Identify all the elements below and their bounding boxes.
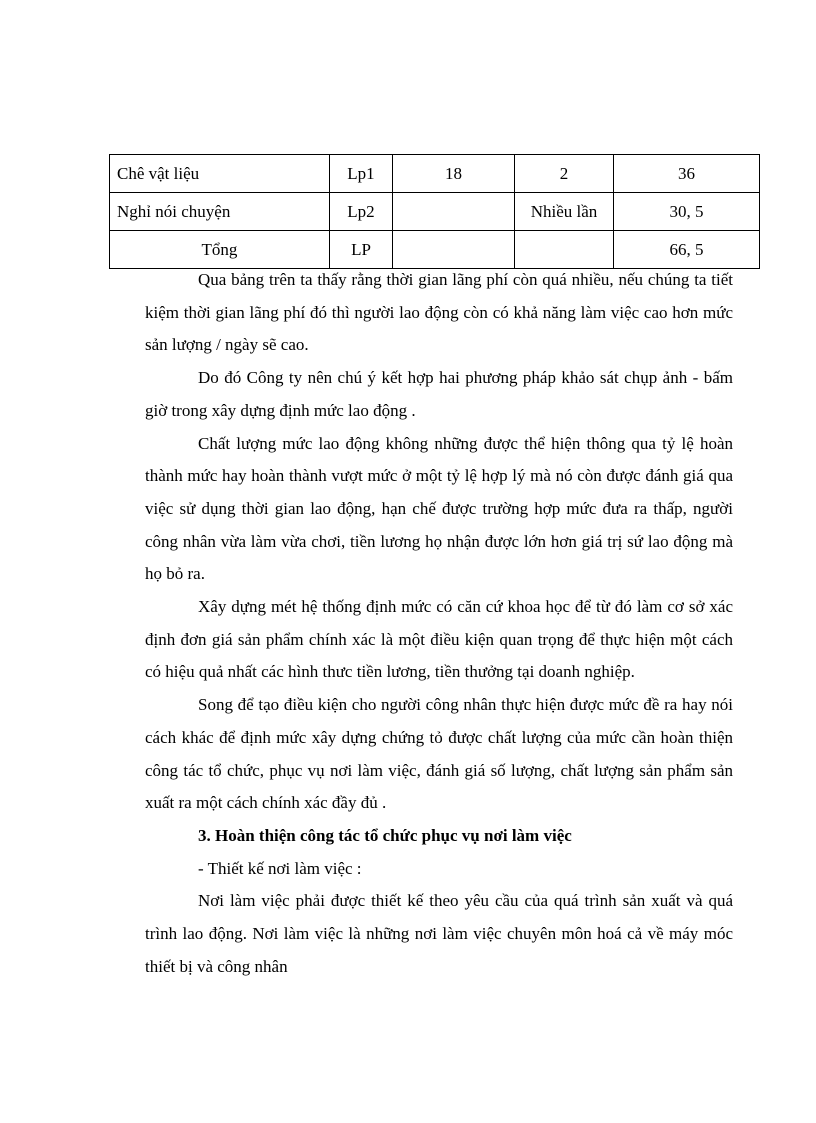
paragraph: Qua bảng trên ta thấy rằng thời gian lãng phí còn quá nhiều, nếu chúng ta tiết kiệm thời gian lãng phí đó thì người lao động còn có khả năng làm việc cao hơn mức sản lượng / ngày sẽ cao. <box>145 270 733 355</box>
waste-time-table <box>109 154 760 269</box>
paragraph: Song để tạo điều kiện cho người công nhân thực hiện được mức đề ra hay nói cách khác để định mức xây dựng chứng tỏ được chất lượng của mức cần hoàn thiện công tác tổ chức, phục vụ nơi làm việc, đánh giá số lượng, chất lượng sản phẩm sản xuất ra một cách chính xác đầy đủ . <box>145 695 733 813</box>
table-cell: 66, 5 <box>614 231 760 269</box>
paragraph: Xây dựng mét hệ thống định mức có căn cứ khoa học để từ đó làm cơ sở xác định đơn giá sản phẩm chính xác là một điều kiện quan trọng để thực hiện một cách có hiệu quả nhất các hình thưc tiền lương, tiền thưởng tại doanh nghiệp. <box>145 597 733 682</box>
table-cell: Tổng <box>110 231 330 269</box>
table-row <box>110 155 760 193</box>
table-row <box>110 193 760 231</box>
table-cell: 2 <box>515 155 614 193</box>
paragraph: - Thiết kế nơi làm việc : <box>198 858 362 878</box>
table-row <box>110 231 760 269</box>
body-text <box>145 264 733 983</box>
table-cell <box>515 231 614 269</box>
table-cell: LP <box>330 231 393 269</box>
table-cell: Lp1 <box>330 155 393 193</box>
table-cell: Lp2 <box>330 193 393 231</box>
table-cell: 36 <box>614 155 760 193</box>
paragraph: Nơi làm việc phải được thiết kế theo yêu cầu của quá trình sản xuất và quá trình lao động. Nơi làm việc là những nơi làm việc chuyên môn hoá cả về máy móc thiết bị và công nhân <box>145 891 733 976</box>
table-cell: 30, 5 <box>614 193 760 231</box>
paragraph: Do đó Công ty nên chú ý kết hợp hai phương pháp khảo sát chụp ảnh - bấm giờ trong xây dựng định mức lao động . <box>145 368 733 420</box>
table-cell: Nhiều lần <box>515 193 614 231</box>
table-cell: 18 <box>393 155 515 193</box>
table-cell: Nghỉ nói chuyện <box>110 193 330 231</box>
table-cell <box>393 193 515 231</box>
section-heading: 3. Hoàn thiện công tác tổ chức phục vụ nơi làm việc <box>198 825 572 845</box>
table-cell <box>393 231 515 269</box>
table-cell: Chê vật liệu <box>110 155 330 193</box>
paragraph: Chất lượng mức lao động không những được thể hiện thông qua tỷ lệ hoàn thành mức hay hoàn thành vượt mức ở một tỷ lệ hợp lý mà nó còn được đánh giá qua việc sử dụng thời gian lao động, hạn chế được trường hợp mức đưa ra thấp, người công nhân vừa làm vừa chơi, tiền lương họ nhận được lớn hơn giá trị sứ lao động mà họ bỏ ra. <box>145 433 733 584</box>
